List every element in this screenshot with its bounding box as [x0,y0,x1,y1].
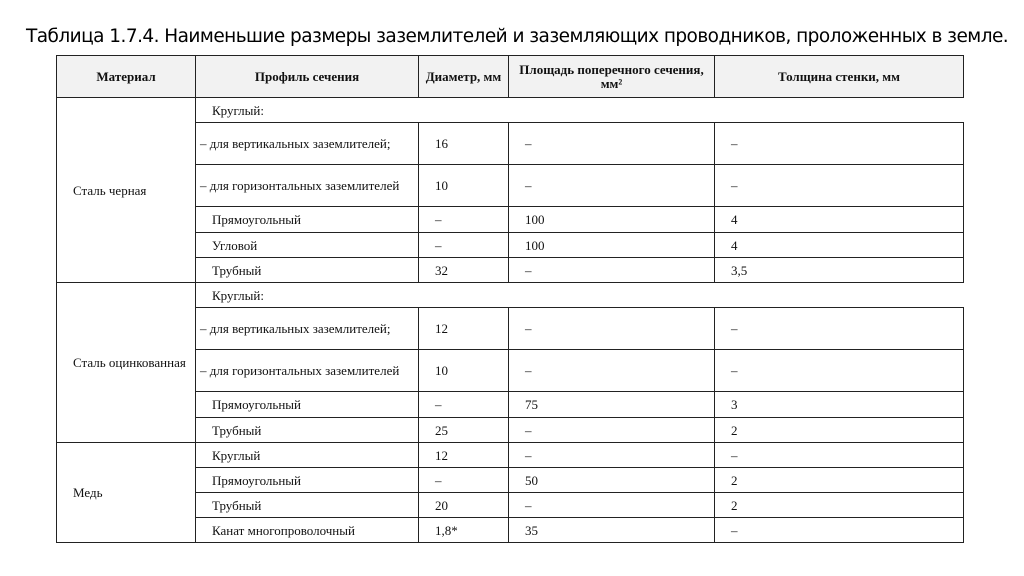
profile-cell: Трубный [196,418,419,443]
diameter-cell: 25 [419,418,509,443]
header-material: Материал [57,56,196,98]
area-cell: 100 [509,233,715,258]
thickness-cell: 3,5 [715,258,964,283]
thickness-cell: 3 [715,392,964,418]
table-row [57,98,964,123]
profile-cell: Трубный [196,258,419,283]
header-row [57,56,964,98]
area-cell: – [509,418,715,443]
thickness-cell: – [715,518,964,543]
table-row [57,283,964,308]
thickness-cell: – [715,350,964,392]
diameter-cell: – [419,207,509,233]
thickness-cell: 4 [715,233,964,258]
profile-cell: – для горизонтальных заземлителей [196,165,419,207]
area-cell: 100 [509,207,715,233]
diameter-cell: 1,8* [419,518,509,543]
area-cell: 35 [509,518,715,543]
header-area: Площадь поперечного сечения, мм² [509,56,715,98]
table-row [57,443,964,468]
profile-cell: Круглый [196,443,419,468]
area-cell: 75 [509,392,715,418]
profile-cell: Прямоугольный [196,207,419,233]
diameter-cell: 10 [419,350,509,392]
area-cell: – [509,350,715,392]
header-diameter: Диаметр, мм [419,56,509,98]
profile-cell: Круглый: [196,283,964,308]
thickness-cell: 2 [715,418,964,443]
thickness-cell: – [715,165,964,207]
profile-cell: Прямоугольный [196,468,419,493]
profile-cell: – для горизонтальных заземлителей [196,350,419,392]
area-cell: – [509,258,715,283]
material-cell: Сталь оцинкованная [57,283,196,443]
diameter-cell: – [419,468,509,493]
header-profile: Профиль сечения [196,56,419,98]
diameter-cell: 10 [419,165,509,207]
grounding-table [56,55,964,543]
area-cell: – [509,443,715,468]
profile-cell: – для вертикальных заземлителей; [196,308,419,350]
profile-cell: Трубный [196,493,419,518]
thickness-cell: 2 [715,468,964,493]
diameter-cell: 12 [419,443,509,468]
profile-cell: Прямоугольный [196,392,419,418]
diameter-cell: 32 [419,258,509,283]
diameter-cell: 20 [419,493,509,518]
thickness-cell: 4 [715,207,964,233]
diameter-cell: – [419,233,509,258]
profile-cell: Угловой [196,233,419,258]
diameter-cell: – [419,392,509,418]
page-title: Таблица 1.7.4. Наименьшие размеры заземлителей и заземляющих проводников, проложенных в земле. [26,26,1009,47]
area-cell: – [509,308,715,350]
diameter-cell: 12 [419,308,509,350]
thickness-cell: – [715,308,964,350]
area-cell: – [509,165,715,207]
profile-cell: – для вертикальных заземлителей; [196,123,419,165]
material-cell: Сталь черная [57,98,196,283]
diameter-cell: 16 [419,123,509,165]
profile-cell: Круглый: [196,98,964,123]
area-cell: 50 [509,468,715,493]
thickness-cell: 2 [715,493,964,518]
area-cell: – [509,123,715,165]
material-cell: Медь [57,443,196,543]
area-cell: – [509,493,715,518]
profile-cell: Канат многопроволочный [196,518,419,543]
thickness-cell: – [715,443,964,468]
header-thickness: Толщина стенки, мм [715,56,964,98]
thickness-cell: – [715,123,964,165]
